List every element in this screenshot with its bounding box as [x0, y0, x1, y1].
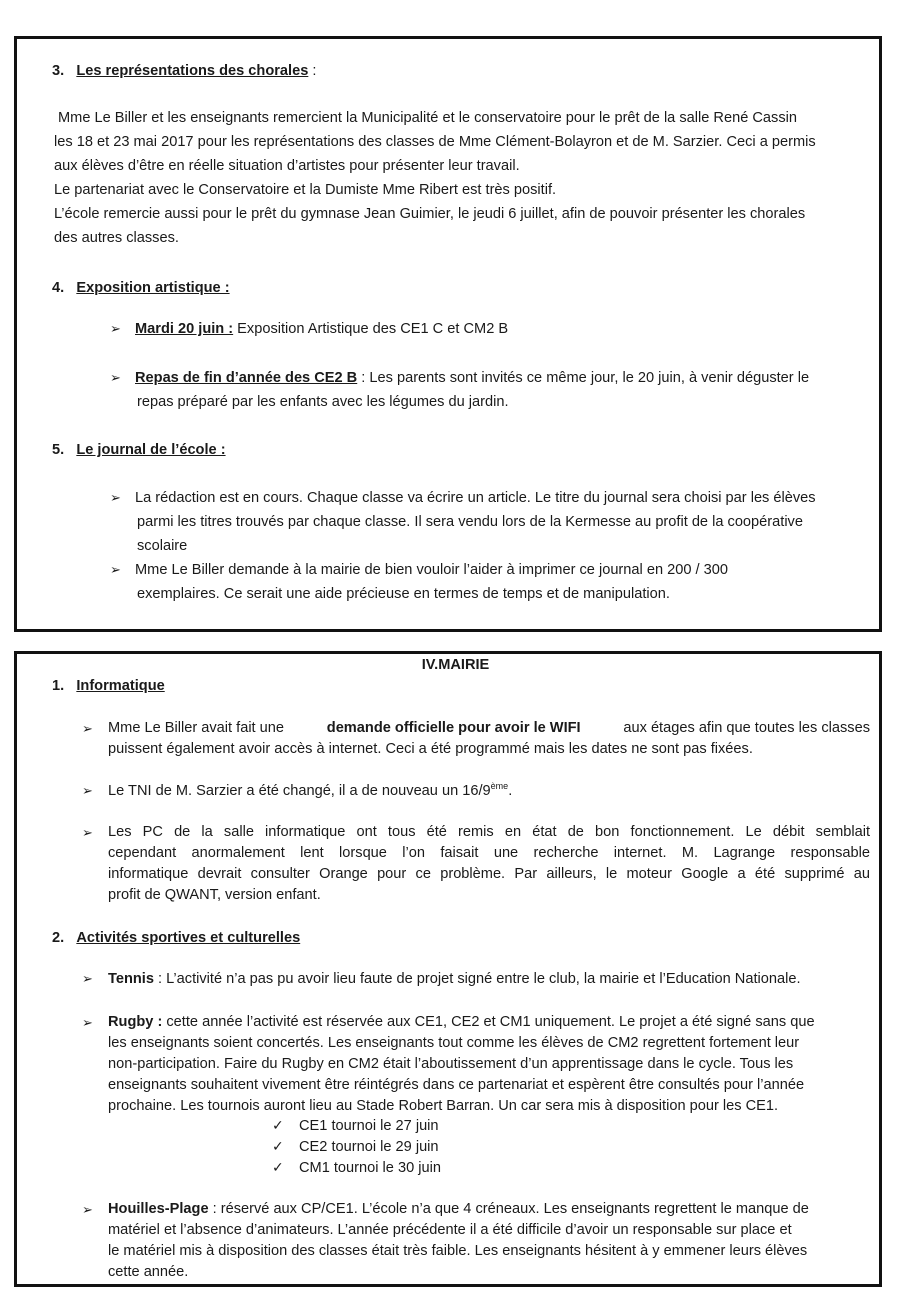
houilles-line: le matériel mis à disposition des classes était très faible. Les enseignants hésitent à y emmener leurs élèves	[108, 1243, 808, 1259]
section-3-title-suffix: :	[308, 63, 317, 79]
tni-superscript: ème	[490, 781, 509, 791]
repas-text: : Les parents sont invités ce même jour, le 20 juin, à venir déguster le	[357, 370, 810, 386]
informatique-title: Informatique	[76, 678, 165, 694]
section-3-heading	[52, 62, 316, 80]
arrow-bullet-icon: ➢	[82, 971, 93, 986]
arrow-bullet-icon: ➢	[110, 562, 121, 577]
tournoi-item: CE2 tournoi le 29 juin	[299, 1139, 439, 1155]
check-icon: ✓	[272, 1159, 284, 1175]
wifi-text-end: aux étages afin que toutes les classes	[623, 720, 870, 736]
section-3-line: Le partenariat avec le Conservatoire et la Dumiste Mme Ribert est très positif.	[54, 182, 557, 198]
journal-bullet-2	[135, 558, 728, 606]
wifi-text: Mme Le Biller avait fait une	[108, 720, 285, 736]
exposition-item	[135, 320, 508, 338]
activites-title: Activités sportives et culturelles	[76, 930, 301, 946]
pc-line: profit de QWANT, version enfant.	[108, 887, 321, 903]
journal-bullet-1	[135, 486, 816, 558]
section-3-number: 3.	[52, 63, 65, 79]
section-5-title: Le journal de l’école :	[76, 442, 226, 458]
section-3-line: les 18 et 23 mai 2017 pour les représentations des classes de Mme Clément-Bolayron et de M. Sarzier. Ceci a permis	[54, 134, 816, 150]
arrow-bullet-icon: ➢	[82, 1015, 93, 1030]
arrow-bullet-icon: ➢	[110, 321, 121, 336]
tni-end: .	[508, 783, 513, 799]
rugby-bullet	[108, 1012, 815, 1117]
arrow-bullet-icon: ➢	[82, 825, 93, 840]
houilles-line: cette année.	[108, 1264, 189, 1280]
rugby-line: les enseignants soient concertés. Les enseignants tout comme les élèves de CM2 regrettent fortement leur	[108, 1035, 800, 1051]
wifi-text-line2: puissent également avoir accès à internet. Ceci a été programmé mais les dates ne sont pas fixées.	[108, 741, 753, 757]
rugby-line: enseignants souhaitent vivement être réintégrés dans ce partenariat et espèrent être consultés pour l’année	[108, 1077, 805, 1093]
repas-text-line2: repas préparé par les enfants avec les légumes du jardin.	[137, 394, 509, 410]
tni-bullet	[108, 782, 512, 800]
houilles-label: Houilles-Plage	[108, 1201, 209, 1217]
tennis-bullet	[108, 970, 801, 988]
arrow-bullet-icon: ➢	[82, 721, 93, 736]
section-4-number: 4.	[52, 280, 65, 296]
rugby-label: Rugby :	[108, 1014, 163, 1030]
rugby-line: prochaine. Les tournois auront lieu au Stade Robert Barran. Un car sera mis à disposition pour les CE1.	[108, 1098, 779, 1114]
section-5-heading	[52, 441, 226, 459]
check-icon: ✓	[272, 1138, 284, 1154]
tni-text: Le TNI de M. Sarzier a été changé, il a de nouveau un 16/9	[108, 783, 491, 799]
section-4-heading	[52, 279, 230, 297]
houilles-line: matériel et l’absence d’animateurs. L’année précédente il a été difficile d’avoir un responsable sur place et	[108, 1222, 792, 1238]
journal-line: scolaire	[137, 538, 188, 554]
mairie-heading-text: IV.MAIRIE	[421, 657, 490, 673]
journal-line: La rédaction est en cours. Chaque classe va écrire un article. Le titre du journal sera choisi par les élèves	[135, 490, 816, 506]
pc-line: Les PC de la salle informatique ont tous été remis en état de bon fonctionnement. Le débit semblait	[108, 824, 870, 840]
section-3-title: Les représentations des chorales	[76, 63, 309, 79]
tennis-text: : L’activité n’a pas pu avoir lieu faute de projet signé entre le club, la mairie et l’Education Nationale.	[153, 971, 801, 987]
wifi-bullet	[108, 718, 870, 760]
rugby-line: non-participation. Faire du Rugby en CM2 était l’aboutissement d’un apprentissage dans le cycle. Tous les	[108, 1056, 794, 1072]
section-4-title: Exposition artistique :	[76, 280, 230, 296]
informatique-heading	[52, 677, 165, 695]
mairie-heading	[0, 656, 911, 674]
section-3-line: aux élèves d’être en réelle situation d’artistes pour présenter leur travail.	[54, 158, 520, 174]
activites-number: 2.	[52, 930, 65, 946]
pc-line: informatique devrait consulter Orange pour ce problème. Par ailleurs, le moteur Google a été supprimé au	[108, 866, 870, 882]
houilles-bullet	[108, 1199, 809, 1283]
journal-line: exemplaires. Ce serait une aide précieuse en termes de temps et de manipulation.	[137, 586, 670, 602]
section-3-line: des autres classes.	[54, 230, 179, 246]
section-3-line: Mme Le Biller et les enseignants remercient la Municipalité et le conservatoire pour le prêt de la salle René Cassin	[58, 110, 797, 126]
rugby-line: cette année l’activité est réservée aux CE1, CE2 et CM1 uniquement. Le projet a été signé sans que	[162, 1014, 815, 1030]
journal-line: parmi les titres trouvés par chaque classe. Il sera vendu lors de la Kermesse au profit de la coopérative	[137, 514, 803, 530]
wifi-request-bold: demande officielle pour avoir le WIFI	[326, 720, 581, 736]
section-5-number: 5.	[52, 442, 65, 458]
houilles-line: : réservé aux CP/CE1. L’école n’a que 4 créneaux. Les enseignants regrettent le manque de	[208, 1201, 809, 1217]
arrow-bullet-icon: ➢	[110, 490, 121, 505]
activites-heading	[52, 929, 300, 947]
tennis-label: Tennis	[108, 971, 154, 987]
exposition-text: Exposition Artistique des CE1 C et CM2 B	[233, 321, 509, 337]
check-icon: ✓	[272, 1117, 284, 1133]
pc-line: cependant anormalement lent lorsque l’on faisait une recherche internet. M. Lagrange responsable	[108, 845, 870, 861]
arrow-bullet-icon: ➢	[82, 783, 93, 798]
tournoi-item: CE1 tournoi le 27 juin	[299, 1118, 439, 1134]
repas-item	[135, 366, 809, 414]
pc-bullet	[108, 822, 870, 906]
exposition-date: Mardi 20 juin :	[135, 321, 234, 337]
tournoi-item: CM1 tournoi le 30 juin	[299, 1160, 441, 1176]
informatique-number: 1.	[52, 678, 65, 694]
arrow-bullet-icon: ➢	[82, 1202, 93, 1217]
repas-label: Repas de fin d’année des CE2 B	[135, 370, 358, 386]
arrow-bullet-icon: ➢	[110, 370, 121, 385]
section-3-line: L’école remercie aussi pour le prêt du gymnase Jean Guimier, le jeudi 6 juillet, afin de pouvoir présenter les chorales	[54, 206, 806, 222]
journal-line: Mme Le Biller demande à la mairie de bien vouloir l’aider à imprimer ce journal en 200 / 300	[135, 562, 728, 578]
section-3-paragraph	[54, 106, 816, 250]
